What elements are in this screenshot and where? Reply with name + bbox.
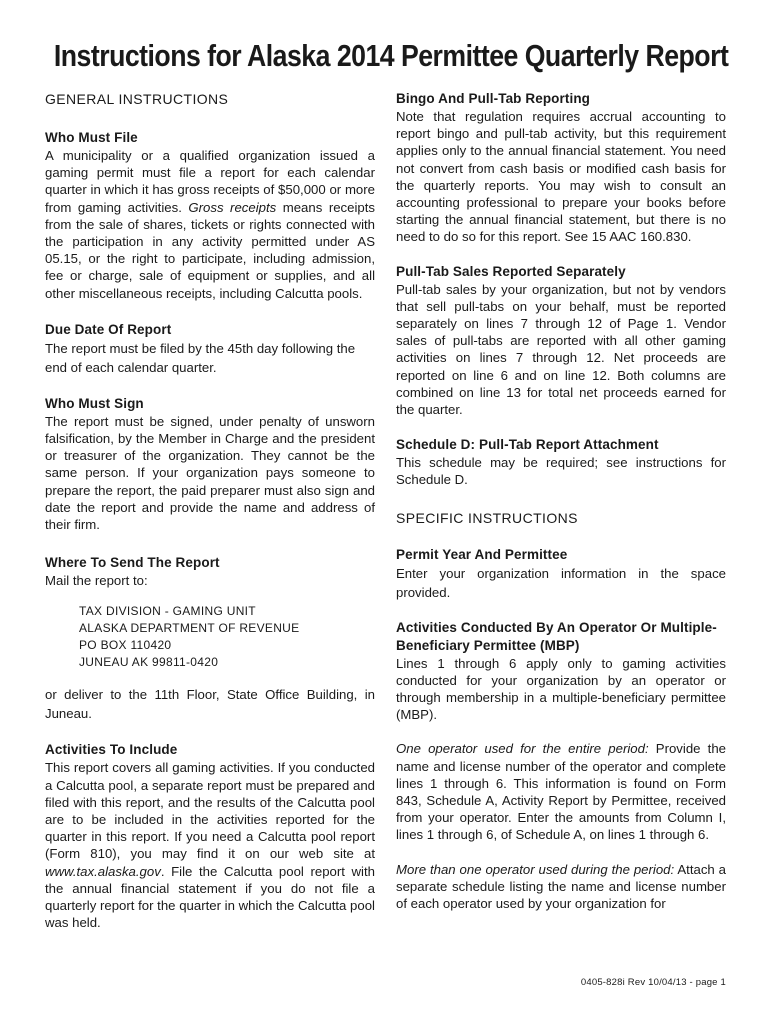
more-operators-text: More than one operator used during the period: Attach a separate schedule listing the name and license number of each operator used by your organization for xyxy=(396,861,726,912)
permit-year-text: Enter your organization information in the space provided. xyxy=(396,565,726,600)
schedule-d-text: This schedule may be required; see instructions for Schedule D. xyxy=(396,455,726,488)
address-line: ALASKA DEPARTMENT OF REVENUE xyxy=(79,621,300,636)
address-line: TAX DIVISION - GAMING UNIT xyxy=(79,604,256,619)
bingo-text: Note that regulation requires accrual accounting to report bingo and pull-tab activity, but this requirement applies only to the annual financial statement. You need not convert from cash basis or modified cash basis for the quarterly reports. You may wish to consult an accounting professional to prepare your books before starting the annual financial statement, but there is no need to do so for this report. See 15 AAC 160.830. xyxy=(396,109,726,245)
general-instructions-heading: GENERAL INSTRUCTIONS xyxy=(45,91,229,107)
where-to-send-outro: or deliver to the 11th Floor, State Office Building, in Juneau. xyxy=(45,687,375,722)
mailing-address xyxy=(79,603,375,671)
bingo-heading: Bingo And Pull-Tab Reporting xyxy=(396,91,591,106)
permit-year-heading: Permit Year And Permittee xyxy=(396,546,568,562)
activities-operator-heading: Activities Conducted By An Operator Or Multiple-Beneficiary Permittee (MBP) xyxy=(396,619,717,653)
pulltab-sales-heading: Pull-Tab Sales Reported Separately xyxy=(396,263,626,279)
address-line: PO BOX 110420 xyxy=(79,638,172,653)
right-column xyxy=(396,88,726,912)
activities-to-include-heading: Activities To Include xyxy=(45,742,178,758)
who-must-file-text: A municipality or a qualified organization issued a gaming permit must file a report for each calendar quarter in which it has gross receipts of $50,000 or more from gaming activities. Gross receipts means receipts from the sale of shares, tickets or rights connected with the participation in any activity permitted under AS 05.15, or the right to participate, including admission, fee or charge, sale of equipment or supplies, and all other miscellaneous receipts, including Calcutta pools. xyxy=(45,148,375,301)
due-date-heading: Due Date Of Report xyxy=(45,321,172,337)
due-date-text: The report must be filed by the 45th day following the end of each calendar quarter. xyxy=(45,340,356,375)
schedule-d-heading: Schedule D: Pull-Tab Report Attachment xyxy=(396,437,659,453)
activities-to-include-text: This report covers all gaming activities. If you conducted a Calcutta pool, a separate report must be prepared and filed with this report, and the results of the Calcutta pool are to be included in the activities reported for the quarter in this report. If you need a Calcutta pool report (Form 810), you may find it on our web site at www.tax.alaska.gov. File the Calcutta pool report with the annual financial statement if you do not file a quarterly report for the quarter in which the Calcutta pool was held. xyxy=(45,760,375,931)
where-to-send-heading: Where To Send The Report xyxy=(45,555,220,571)
where-to-send-intro: Mail the report to: xyxy=(45,573,148,589)
who-must-sign-text: The report must be signed, under penalty of unsworn falsification, by the Member in Charge and the president or treasurer of the organization. They cannot be the same person. If your organization pays someone to prepare the report, the paid preparer must also sign and date the report and provide the name and address of their firm. xyxy=(45,413,375,533)
left-column xyxy=(45,88,375,931)
who-must-file-heading: Who Must File xyxy=(45,130,138,145)
document-title: Instructions for Alaska 2014 Permittee Quarterly Report xyxy=(53,38,729,73)
address-line: JUNEAU AK 99811-0420 xyxy=(79,655,219,670)
activities-operator-text: Lines 1 through 6 apply only to gaming activities conducted for your organization by an operator or through membership in a multiple-beneficiary permittee (MBP). xyxy=(396,655,726,723)
specific-instructions-heading: SPECIFIC INSTRUCTIONS xyxy=(396,509,578,526)
who-must-sign-heading: Who Must Sign xyxy=(45,395,144,411)
one-operator-text: One operator used for the entire period: Provide the name and license number of the operator and complete lines 1 through 6. This information is found on Form 843, Schedule A, Activity Report by Permittee, received from your operator. Enter the amounts from Column I, lines 1 through 6, of Schedule A, on lines 1 through 6. xyxy=(396,741,726,843)
pulltab-sales-text: Pull-tab sales by your organization, but not by vendors that sell pull-tabs on your behalf, must be reported separately on lines 7 through 12 of Page 1. Vendor sales of pull-tabs are reported with all other gaming activities on lines 7 through 12. Net proceeds are reported on line 6 and on line 12. Both columns are combined on line 13 for total net proceeds earned for the quarter. xyxy=(396,281,726,418)
page-footer: 0405-828i Rev 10/04/13 - page 1 xyxy=(580,977,726,988)
